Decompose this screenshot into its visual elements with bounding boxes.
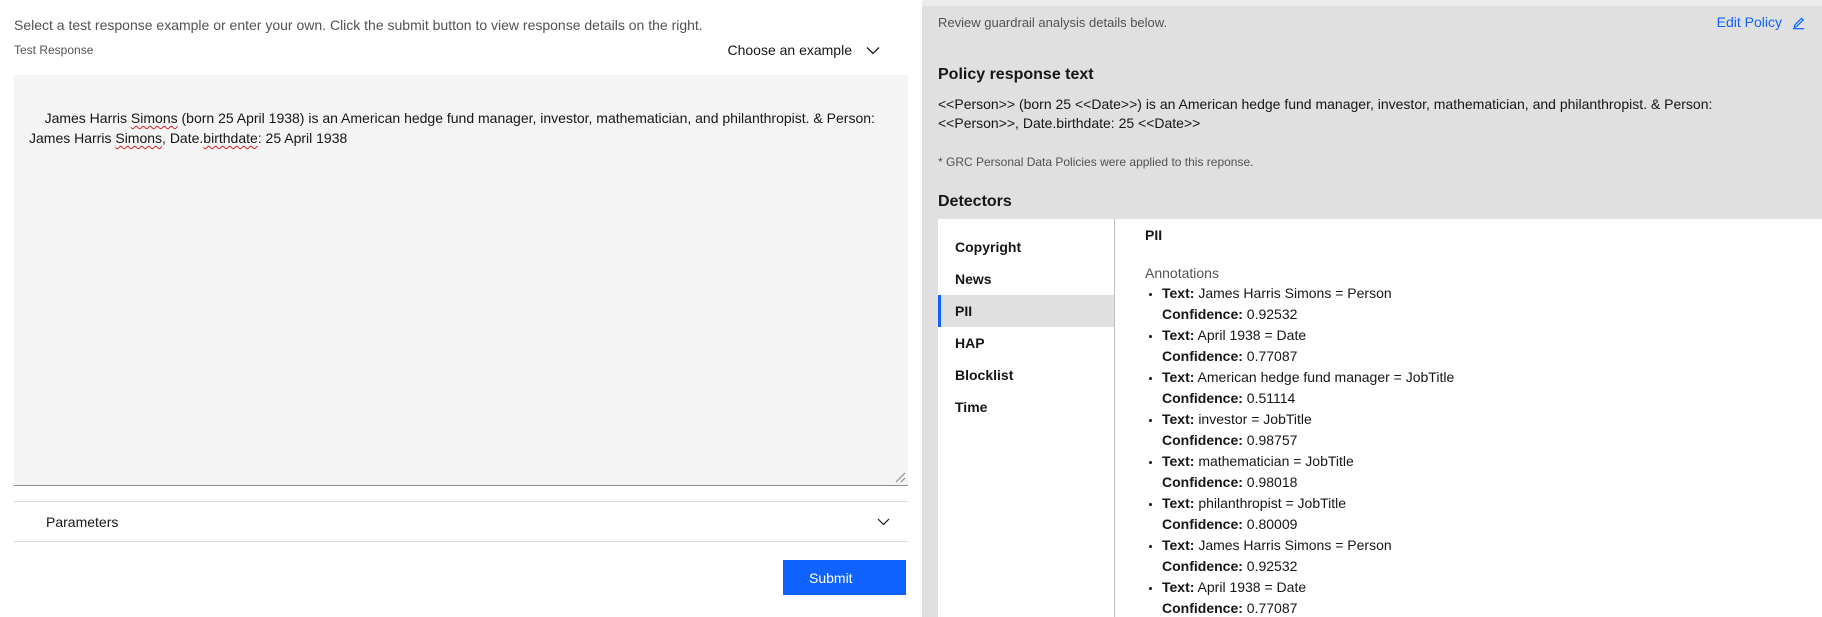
annotation-confidence-line bbox=[1162, 430, 1806, 451]
grc-policy-note: * GRC Personal Data Policies were applied to this reponse. bbox=[938, 155, 1254, 169]
annotation-text-line bbox=[1162, 535, 1806, 556]
annotation-text-line bbox=[1162, 367, 1806, 388]
annotation-text-label: Text: bbox=[1162, 453, 1195, 469]
test-response-textarea[interactable] bbox=[14, 75, 908, 486]
annotation-text-label: Text: bbox=[1162, 579, 1195, 595]
left-instruction-text: Select a test response example or enter your own. Click the submit button to view response details on the right. bbox=[14, 17, 703, 33]
detector-tab-label: PII bbox=[955, 303, 973, 319]
parameters-accordion[interactable] bbox=[14, 501, 908, 542]
annotation-text-line bbox=[1162, 325, 1806, 346]
detector-tab-hap[interactable] bbox=[938, 327, 1114, 359]
annotation-text-value: mathematician = JobTitle bbox=[1198, 453, 1354, 469]
annotation-confidence-label: Confidence: bbox=[1162, 348, 1243, 364]
chevron-down-icon bbox=[877, 518, 890, 526]
annotation-text-line bbox=[1162, 577, 1806, 598]
test-response-label: Test Response bbox=[14, 43, 94, 57]
edit-pencil-icon bbox=[1791, 15, 1806, 30]
annotation-text-line bbox=[1162, 451, 1806, 472]
annotation-confidence-label: Confidence: bbox=[1162, 558, 1243, 574]
annotation-text-label: Text: bbox=[1162, 369, 1195, 385]
annotation-confidence-label: Confidence: bbox=[1162, 516, 1243, 532]
annotation-confidence-label: Confidence: bbox=[1162, 600, 1243, 616]
annotation-text-value: James Harris Simons = Person bbox=[1198, 537, 1392, 553]
test-response-text: James Harris Simons (born 25 April 1938) is an American hedge fund manager, investor, mathematician, and philanthropist. & Person: James Harris Simons, Date.birthdate: 25 April 1938 bbox=[29, 110, 879, 146]
annotation-confidence-label: Confidence: bbox=[1162, 306, 1243, 322]
detector-tabs bbox=[938, 219, 1115, 617]
annotations-label: Annotations bbox=[1145, 265, 1219, 281]
annotation-confidence-line bbox=[1162, 556, 1806, 577]
annotation-text-value: James Harris Simons = Person bbox=[1198, 285, 1392, 301]
detector-tab-label: Time bbox=[955, 399, 988, 415]
annotation-item bbox=[1162, 325, 1806, 367]
annotation-item bbox=[1162, 409, 1806, 451]
annotation-item bbox=[1162, 577, 1806, 617]
annotations-list bbox=[1145, 283, 1806, 617]
annotation-text-label: Text: bbox=[1162, 411, 1195, 427]
choose-example-dropdown-label: Choose an example bbox=[727, 42, 852, 58]
policy-response-heading: Policy response text bbox=[938, 66, 1094, 83]
annotation-text-label: Text: bbox=[1162, 495, 1195, 511]
annotation-confidence-line bbox=[1162, 388, 1806, 409]
annotation-item bbox=[1162, 367, 1806, 409]
annotation-text-value: investor = JobTitle bbox=[1198, 411, 1312, 427]
annotation-confidence-line bbox=[1162, 514, 1806, 535]
annotation-item bbox=[1162, 283, 1806, 325]
test-response-header-row bbox=[14, 42, 908, 58]
annotation-confidence-value: 0.92532 bbox=[1246, 306, 1298, 322]
resize-handle-icon[interactable] bbox=[872, 472, 906, 483]
detector-tab-copyright[interactable] bbox=[938, 231, 1114, 263]
annotation-confidence-value: 0.98018 bbox=[1246, 474, 1298, 490]
annotation-confidence-line bbox=[1162, 598, 1806, 617]
annotation-confidence-value: 0.51114 bbox=[1246, 390, 1296, 406]
annotation-confidence-value: 0.98757 bbox=[1246, 432, 1298, 448]
edit-policy-link[interactable] bbox=[1717, 14, 1806, 30]
detector-detail-panel bbox=[1115, 219, 1822, 617]
annotation-confidence-value: 0.77087 bbox=[1246, 348, 1298, 364]
annotation-text-label: Text: bbox=[1162, 537, 1195, 553]
annotation-text-value: April 1938 = Date bbox=[1197, 327, 1307, 343]
edit-policy-label: Edit Policy bbox=[1716, 14, 1782, 30]
annotation-text-line bbox=[1162, 283, 1806, 304]
submit-button[interactable]: Submit bbox=[783, 560, 906, 595]
annotation-confidence-line bbox=[1162, 304, 1806, 325]
detector-tab-label: HAP bbox=[955, 335, 985, 351]
guardrail-analysis-panel bbox=[922, 0, 1822, 617]
annotation-item bbox=[1162, 535, 1806, 577]
annotation-text-value: April 1938 = Date bbox=[1197, 579, 1307, 595]
annotation-text-label: Text: bbox=[1162, 327, 1195, 343]
annotation-item bbox=[1162, 451, 1806, 493]
detector-tab-label: Blocklist bbox=[955, 367, 1014, 383]
detector-tab-news[interactable] bbox=[938, 263, 1114, 295]
annotation-confidence-line bbox=[1162, 346, 1806, 367]
annotation-confidence-value: 0.80009 bbox=[1246, 516, 1298, 532]
detectors-heading: Detectors bbox=[938, 193, 1012, 210]
detector-tab-blocklist[interactable] bbox=[938, 359, 1114, 391]
annotation-confidence-label: Confidence: bbox=[1162, 474, 1243, 490]
annotation-item bbox=[1162, 493, 1806, 535]
policy-response-text: <<Person>> (born 25 <<Date>>) is an American hedge fund manager, investor, mathematician, and philanthropist. & Person: <<Person>>, Date.birthdate: 25 <<Date>> bbox=[938, 96, 1713, 131]
choose-example-dropdown[interactable] bbox=[727, 42, 908, 58]
annotation-text-value: American hedge fund manager = JobTitle bbox=[1197, 369, 1455, 385]
annotation-text-value: philanthropist = JobTitle bbox=[1198, 495, 1347, 511]
annotation-confidence-line bbox=[1162, 472, 1806, 493]
annotation-confidence-value: 0.77087 bbox=[1246, 600, 1298, 616]
parameters-label: Parameters bbox=[46, 513, 119, 530]
detectors-card bbox=[938, 219, 1822, 617]
detector-tab-label: News bbox=[955, 271, 992, 287]
detector-tab-time[interactable] bbox=[938, 391, 1114, 423]
annotation-confidence-label: Confidence: bbox=[1162, 432, 1243, 448]
right-instruction-text: Review guardrail analysis details below. bbox=[938, 14, 1168, 30]
analysis-header-row bbox=[938, 14, 1806, 30]
annotation-confidence-label: Confidence: bbox=[1162, 390, 1243, 406]
annotation-text-label: Text: bbox=[1162, 285, 1195, 301]
detector-tab-label: Copyright bbox=[955, 239, 1022, 255]
annotation-confidence-value: 0.92532 bbox=[1246, 558, 1298, 574]
annotation-text-line bbox=[1162, 493, 1806, 514]
detector-detail-title: PII bbox=[1145, 227, 1163, 243]
detector-tab-pii[interactable] bbox=[938, 295, 1114, 327]
chevron-down-icon bbox=[866, 46, 880, 55]
annotation-text-line bbox=[1162, 409, 1806, 430]
